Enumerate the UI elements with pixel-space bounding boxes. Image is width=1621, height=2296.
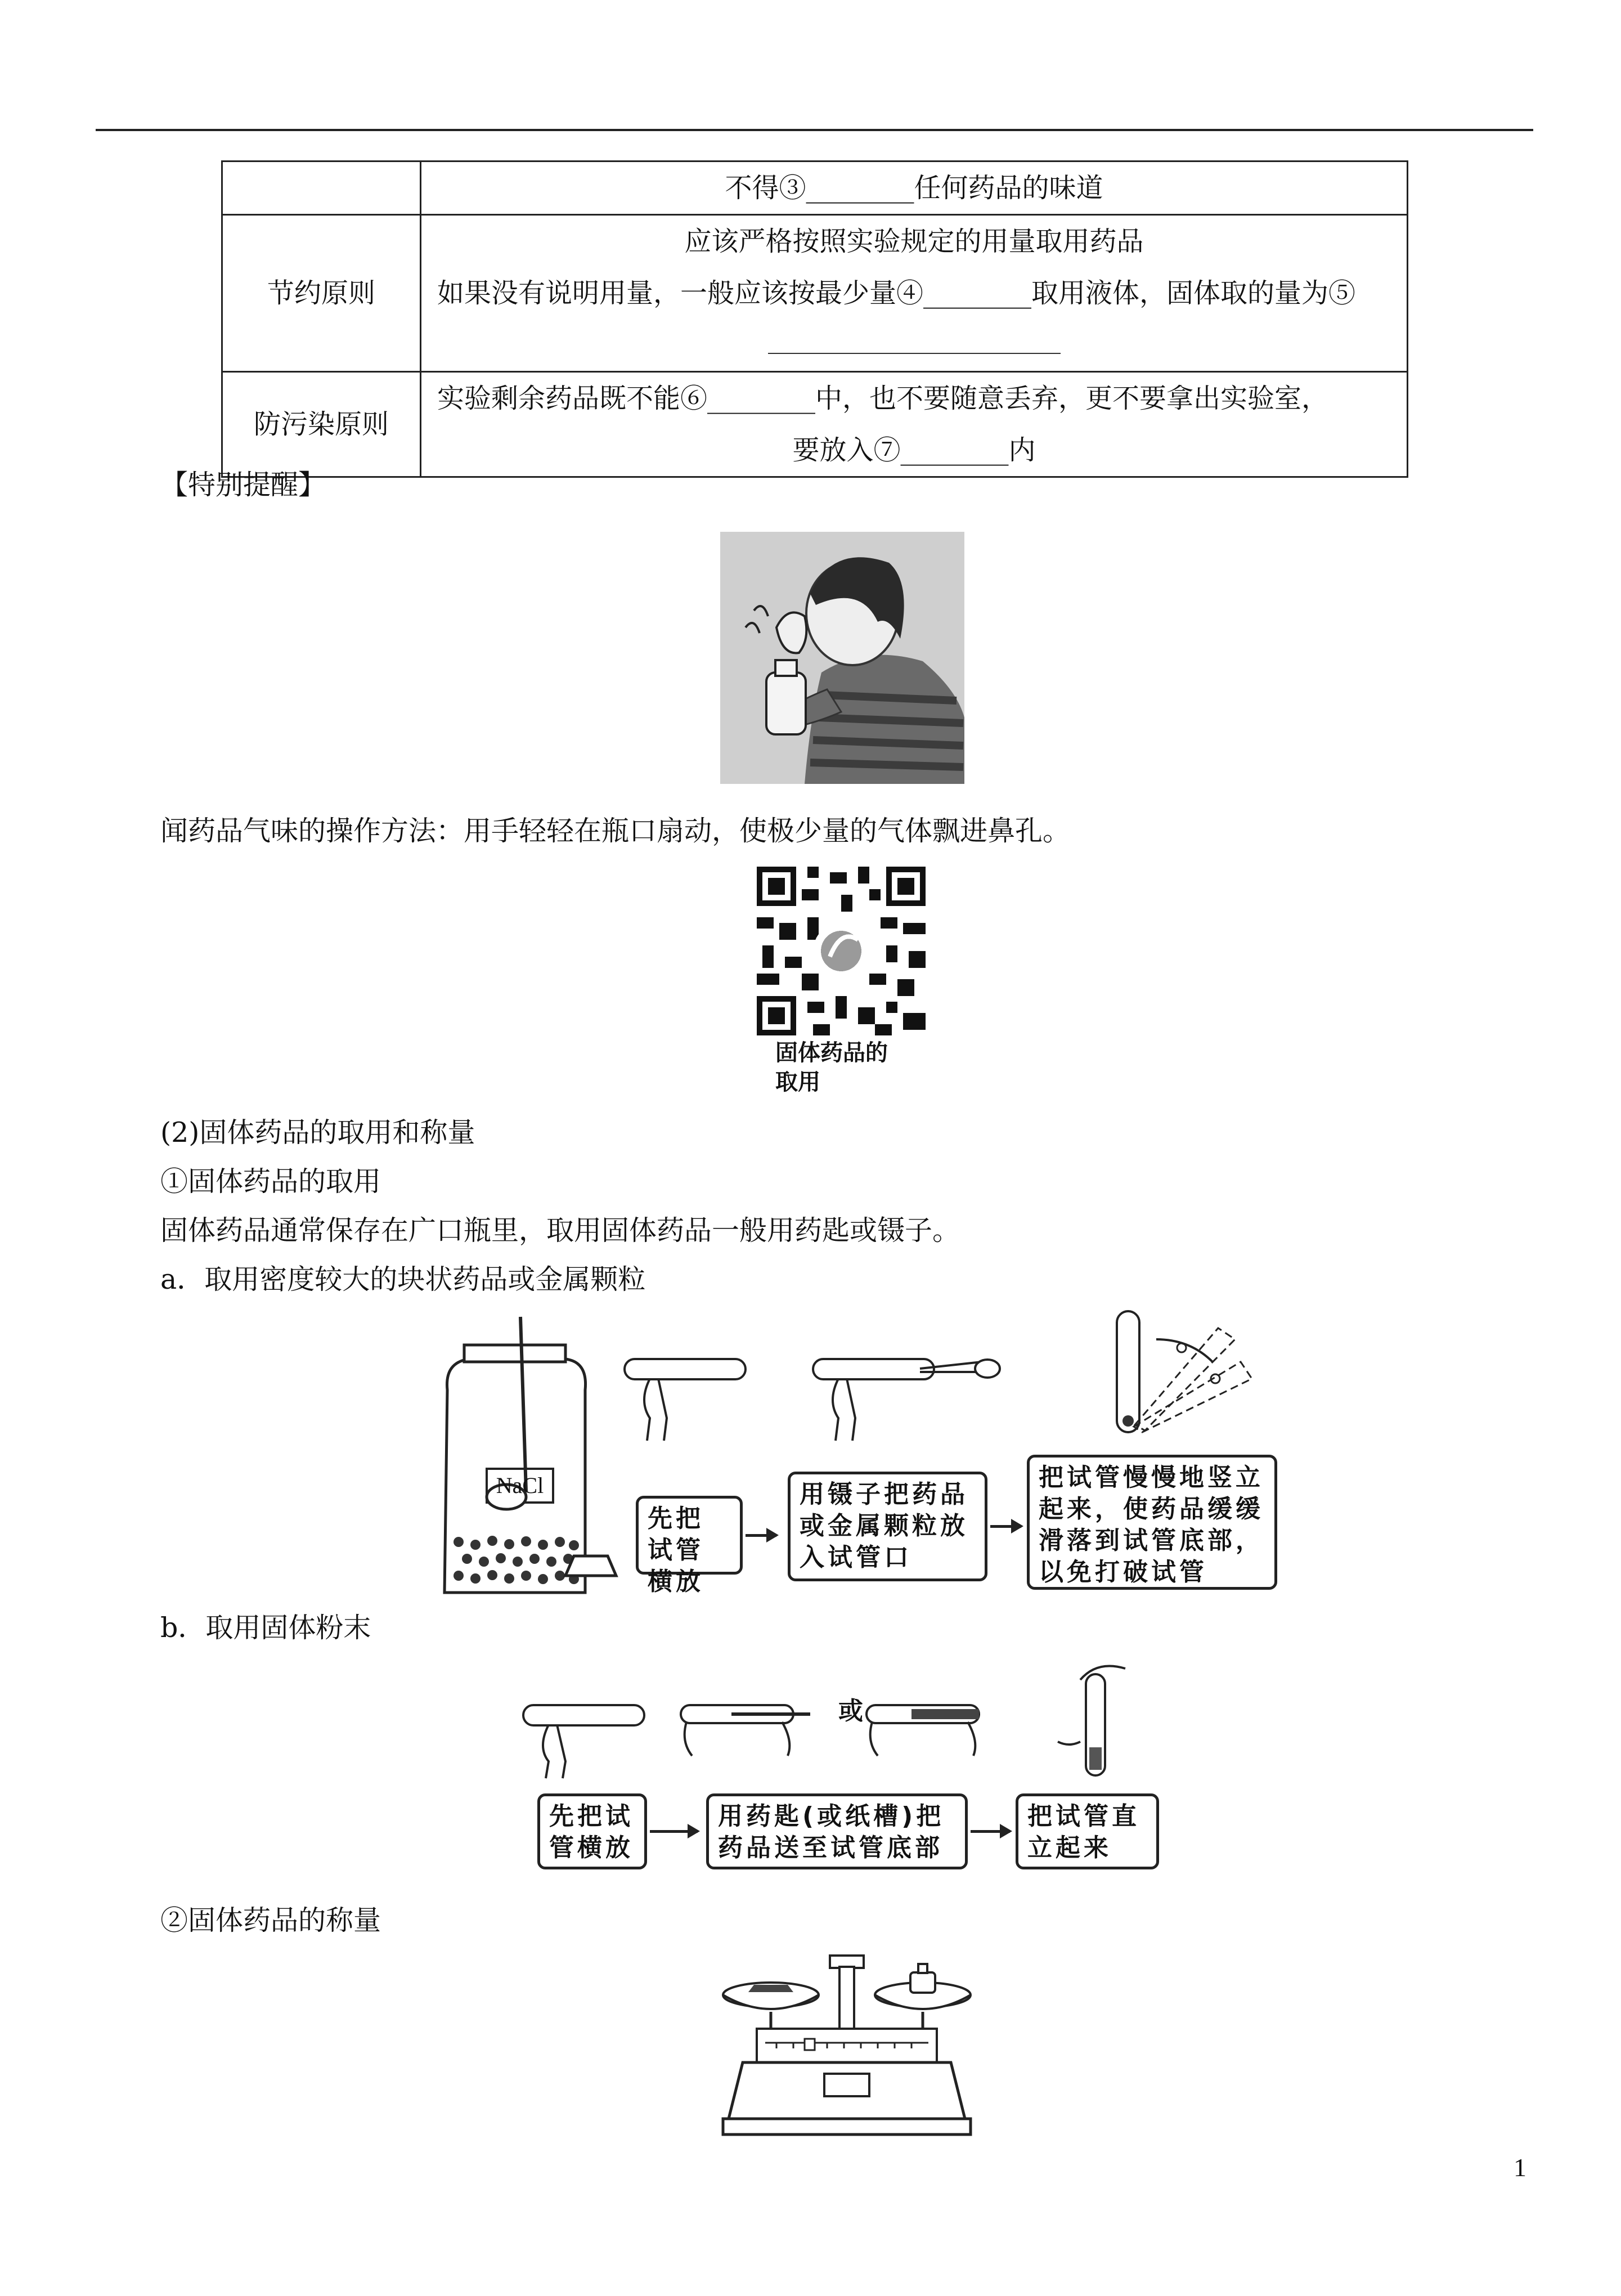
table-cell <box>421 372 1408 477</box>
flow-b-step3: 把试管直立起来 <box>1016 1793 1159 1869</box>
subsection-title: ②固体药品的称量 <box>160 1904 381 1936</box>
reminder-heading: 【特别提醒】 <box>160 469 326 501</box>
qr-code <box>757 867 926 1035</box>
smelling-illustration <box>720 532 964 784</box>
figure-b <box>518 1663 1170 1781</box>
cell-line: 实验剩余药品既不能⑥________中，也不要随意丢弃，更不要拿出实验室， <box>437 383 1329 414</box>
cell-line: 应该严格按照实验规定的用量取用药品 <box>684 226 1144 257</box>
item-b-label: b．取用固体粉末 <box>160 1612 371 1644</box>
header-rule <box>96 129 1533 131</box>
page-number: 1 <box>1514 2153 1526 2182</box>
flow-a-step1: 先把试管横放 <box>636 1496 743 1575</box>
smell-text: 闻药品气味的操作方法：用手轻轻在瓶口扇动，使极少量的气体飘进鼻孔。 <box>160 815 1071 847</box>
answer-blank <box>768 330 1061 354</box>
table-cell <box>421 215 1408 372</box>
cell-line: 如果没有说明用量，一般应该按最少量④________取用液体，固体取的量为⑤ <box>437 277 1356 309</box>
subsection-title: ①固体药品的取用 <box>160 1165 381 1198</box>
cell-line: 要放入⑦________内 <box>792 434 1036 466</box>
flow-b-step2: 用药匙(或纸槽)把药品送至试管底部 <box>706 1793 968 1869</box>
flow-arrow <box>971 1830 1010 1833</box>
body-text: 固体药品通常保存在广口瓶里，取用固体药品一般用药匙或镊子。 <box>160 1214 960 1246</box>
table-row <box>222 215 1408 372</box>
qr-caption-line2: 取用 <box>775 1069 820 1095</box>
item-a-label: a．取用密度较大的块状药品或金属颗粒 <box>160 1263 646 1295</box>
cell-blank-line <box>437 319 1391 371</box>
flow-arrow <box>746 1534 776 1537</box>
balance-illustration <box>720 1950 973 2138</box>
or-label: 或 <box>838 1697 863 1725</box>
flow-arrow <box>650 1830 698 1833</box>
table-cell: 不得③________任何药品的味道 <box>421 162 1408 215</box>
flow-a-step2: 用镊子把药品或金属颗粒放入试管口 <box>788 1472 987 1581</box>
table-head: 防污染原则 <box>222 372 421 477</box>
table-head: 节约原则 <box>222 215 421 372</box>
table-row <box>222 372 1408 477</box>
principles-table <box>221 160 1408 478</box>
section-title: (2)固体药品的取用和称量 <box>160 1116 475 1149</box>
flow-arrow <box>990 1525 1021 1528</box>
table-head-empty <box>222 162 421 215</box>
jar-label: NaCl <box>496 1473 544 1498</box>
table-row <box>222 162 1408 215</box>
flow-a-step3: 把试管慢慢地竖立起来，使药品缓缓滑落到试管底部，以免打破试管 <box>1027 1455 1277 1590</box>
flow-b-step1: 先把试管横放 <box>537 1793 647 1869</box>
qr-caption-line1: 固体药品的 <box>775 1040 888 1066</box>
